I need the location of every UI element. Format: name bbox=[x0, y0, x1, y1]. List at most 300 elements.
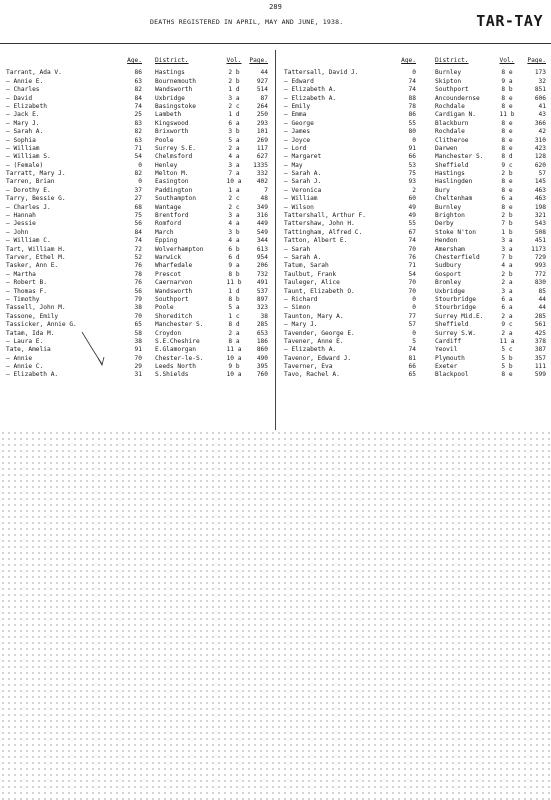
entry-district: Skipton bbox=[435, 77, 462, 85]
entry-page: 321 bbox=[534, 212, 546, 220]
entry-page: 128 bbox=[534, 153, 546, 161]
entry-age: 27 bbox=[134, 195, 142, 203]
entry-age: 0 bbox=[138, 178, 142, 186]
entry-page: 48 bbox=[260, 195, 268, 203]
entry-name: — Richard bbox=[284, 295, 318, 303]
entry-name: Tarver, Ethel M. bbox=[6, 253, 66, 261]
entry-name: — Joyce bbox=[284, 136, 311, 144]
entry-age: 5 bbox=[412, 337, 416, 345]
entry-age: 38 bbox=[134, 304, 142, 312]
entry-name: — Sarah A. bbox=[284, 170, 322, 178]
entry-age: 70 bbox=[134, 312, 142, 320]
entry-vol: 8 e bbox=[501, 128, 513, 136]
entry-name: Tarren, Brian bbox=[6, 178, 55, 186]
entry-page: 490 bbox=[256, 354, 268, 362]
entry-age: 71 bbox=[134, 144, 142, 152]
entry-page: 543 bbox=[534, 220, 546, 228]
entry-vol: 4 a bbox=[228, 220, 240, 228]
entry-vol: 10 a bbox=[226, 354, 242, 362]
entry-name: Tassell, John M. bbox=[6, 304, 66, 312]
entry-name: Tavender, George E. bbox=[284, 329, 355, 337]
entry-age: 55 bbox=[408, 119, 416, 127]
entry-page: 323 bbox=[256, 304, 268, 312]
entry-name: — Annie C. bbox=[6, 363, 44, 371]
entry-page: 993 bbox=[534, 262, 546, 270]
entry-age: 56 bbox=[134, 287, 142, 295]
entry-age: 54 bbox=[134, 153, 142, 161]
entry-district: Cheltenham bbox=[435, 195, 473, 203]
entry-vol: 1 d bbox=[228, 111, 240, 119]
entry-district: Southampton bbox=[155, 195, 196, 203]
entry-vol: 5 a bbox=[228, 136, 240, 144]
entry-name: Tattingham, Alfred C. bbox=[284, 228, 363, 236]
entry-page: 860 bbox=[256, 346, 268, 354]
entry-page: 145 bbox=[534, 178, 546, 186]
entry-district: Plymouth bbox=[435, 354, 465, 362]
entry-page: 85 bbox=[538, 287, 546, 295]
entry-age: 77 bbox=[408, 312, 416, 320]
entry-vol: 3 a bbox=[501, 237, 513, 245]
entry-age: 79 bbox=[134, 295, 142, 303]
entry-name: — Simon bbox=[284, 304, 311, 312]
entry-vol: 6 a bbox=[501, 304, 513, 312]
entry-district: Sheffield bbox=[435, 321, 469, 329]
entry-name: — Robert B. bbox=[6, 279, 47, 287]
entry-page: 606 bbox=[534, 94, 546, 102]
entry-name: — Lord bbox=[284, 144, 307, 152]
entry-district: Poole bbox=[155, 136, 174, 144]
entry-vol: 8 e bbox=[501, 371, 513, 379]
entry-page: 250 bbox=[256, 111, 268, 119]
entry-age: 29 bbox=[134, 363, 142, 371]
entry-vol: 8 d bbox=[228, 321, 240, 329]
entry-age: 78 bbox=[408, 102, 416, 110]
entry-vol: 6 d bbox=[228, 253, 240, 261]
entry-vol: 2 b bbox=[228, 69, 240, 77]
entry-district: Wolverhampton bbox=[155, 245, 204, 253]
entry-page: 316 bbox=[256, 212, 268, 220]
entry-vol: 9 c bbox=[501, 321, 513, 329]
entry-age: 83 bbox=[134, 119, 142, 127]
entry-name: Tattershall, Arthur F. bbox=[284, 212, 366, 220]
entry-page: 357 bbox=[534, 354, 546, 362]
header-district: District. bbox=[435, 57, 469, 64]
entry-vol: 9 c bbox=[501, 161, 513, 169]
entry-district: Sudbury bbox=[435, 262, 462, 270]
entry-district: Burnley bbox=[435, 203, 462, 211]
entry-name: Tassone, Emily bbox=[6, 312, 59, 320]
entry-name: — May bbox=[284, 161, 303, 169]
entry-page: 41 bbox=[538, 102, 546, 110]
entry-vol: 8 e bbox=[501, 94, 513, 102]
entry-age: 86 bbox=[408, 111, 416, 119]
entry-age: 93 bbox=[408, 178, 416, 186]
entry-vol: 8 e bbox=[501, 136, 513, 144]
entry-age: 82 bbox=[134, 86, 142, 94]
entry-name: — Elizabeth A. bbox=[284, 346, 337, 354]
entry-name: — Sarah A. bbox=[6, 128, 44, 136]
entry-age: 70 bbox=[408, 245, 416, 253]
entry-age: 76 bbox=[134, 279, 142, 287]
entry-name: — Elizabeth bbox=[6, 102, 47, 110]
entry-age: 38 bbox=[134, 337, 142, 345]
entry-page: 344 bbox=[256, 237, 268, 245]
entry-name: Tarrant, Ada V. bbox=[6, 69, 62, 77]
header-age: Age. bbox=[401, 57, 416, 64]
entry-district: Stourbridge bbox=[435, 295, 476, 303]
entry-district: Wantage bbox=[155, 203, 182, 211]
entry-name: Taulbut, Frank bbox=[284, 270, 337, 278]
entry-district: Darwen bbox=[435, 144, 458, 152]
entry-age: 2 bbox=[412, 186, 416, 194]
entry-age: 91 bbox=[408, 144, 416, 152]
entry-age: 54 bbox=[408, 270, 416, 278]
entry-vol: 11 b bbox=[499, 111, 515, 119]
entry-district: Caernarvon bbox=[155, 279, 193, 287]
entry-age: 76 bbox=[408, 253, 416, 261]
entry-page: 423 bbox=[534, 144, 546, 152]
entry-name: Tavener, Anne E. bbox=[284, 337, 344, 345]
entry-vol: 11 a bbox=[499, 337, 515, 345]
entry-vol: 8 e bbox=[501, 144, 513, 152]
entry-page: 332 bbox=[256, 170, 268, 178]
entry-page: 425 bbox=[534, 329, 546, 337]
entry-district: Brentford bbox=[155, 212, 189, 220]
entry-page: 561 bbox=[534, 321, 546, 329]
entry-page: 378 bbox=[534, 337, 546, 345]
entry-page: 620 bbox=[534, 161, 546, 169]
entry-vol: 8 e bbox=[501, 102, 513, 110]
entry-name: — Mary J. bbox=[284, 321, 318, 329]
entry-page: 42 bbox=[538, 128, 546, 136]
entry-age: 74 bbox=[408, 77, 416, 85]
entry-district: Manchester S. bbox=[155, 321, 204, 329]
entry-page: 366 bbox=[534, 119, 546, 127]
entry-vol: 1 c bbox=[228, 312, 240, 320]
entry-vol: 8 e bbox=[501, 178, 513, 186]
entry-age: 91 bbox=[134, 346, 142, 354]
entry-district: Chesterfield bbox=[435, 253, 480, 261]
entry-vol: 8 e bbox=[501, 186, 513, 194]
entry-name: — Mary J. bbox=[6, 119, 40, 127]
entry-vol: 3 b bbox=[228, 228, 240, 236]
entry-age: 60 bbox=[408, 195, 416, 203]
entry-age: 74 bbox=[408, 237, 416, 245]
entry-district: Stourbridge bbox=[435, 304, 476, 312]
entry-district: Yeovil bbox=[435, 346, 458, 354]
entry-name: Tatton, Albert E. bbox=[284, 237, 348, 245]
entry-vol: 7 b bbox=[501, 220, 513, 228]
entry-age: 68 bbox=[134, 203, 142, 211]
page-number: 289 bbox=[269, 3, 282, 11]
entry-district: Blackpool bbox=[435, 371, 469, 379]
entry-page: 44 bbox=[260, 69, 268, 77]
entry-district: S.Shields bbox=[155, 371, 189, 379]
entry-name: — Wilson bbox=[284, 203, 314, 211]
entry-district: Romford bbox=[155, 220, 182, 228]
entry-district: Shoreditch bbox=[155, 312, 193, 320]
entry-name: — William S. bbox=[6, 153, 51, 161]
entry-name: Tate, Amelia bbox=[6, 346, 51, 354]
entry-vol: 2 a bbox=[228, 329, 240, 337]
entry-district: Basingstoke bbox=[155, 102, 196, 110]
entry-age: 74 bbox=[134, 237, 142, 245]
entry-age: 55 bbox=[408, 220, 416, 228]
entry-name: Tarratt, Mary J. bbox=[6, 170, 66, 178]
entry-page: 897 bbox=[256, 295, 268, 303]
entry-name: Taverner, Eva bbox=[284, 363, 333, 371]
entry-name: — Sarah J. bbox=[284, 178, 322, 186]
entry-age: 72 bbox=[134, 245, 142, 253]
entry-vol: 11 a bbox=[226, 346, 242, 354]
entry-age: 63 bbox=[134, 77, 142, 85]
entry-vol: 3 b bbox=[228, 128, 240, 136]
entry-name: Tavo, Rachel A. bbox=[284, 371, 340, 379]
entry-page: 264 bbox=[256, 102, 268, 110]
entry-name: Tassicker, Annie G. bbox=[6, 321, 77, 329]
entry-district: Exeter bbox=[435, 363, 458, 371]
entry-vol: 8 b bbox=[501, 86, 513, 94]
entry-district: Paddington bbox=[155, 186, 193, 194]
entry-page: 7 bbox=[264, 186, 268, 194]
entry-page: 449 bbox=[256, 220, 268, 228]
entry-age: 49 bbox=[408, 212, 416, 220]
entry-name: — Jessie bbox=[6, 220, 36, 228]
entry-age: 53 bbox=[408, 161, 416, 169]
entry-district: Southport bbox=[155, 295, 189, 303]
entry-vol: 2 b bbox=[228, 77, 240, 85]
entry-district: Manchester S. bbox=[435, 153, 484, 161]
index-range: TAR-TAY bbox=[476, 12, 543, 30]
entry-age: 70 bbox=[134, 354, 142, 362]
entry-district: Blackburn bbox=[435, 119, 469, 127]
entry-vol: 6 a bbox=[501, 295, 513, 303]
entry-name: — George bbox=[284, 119, 314, 127]
entry-name: — Veronica bbox=[284, 186, 322, 194]
entry-name: Tart, William H. bbox=[6, 245, 66, 253]
entry-page: 32 bbox=[538, 77, 546, 85]
entry-age: 74 bbox=[408, 346, 416, 354]
entry-name: — James bbox=[284, 128, 311, 136]
entry-page: 549 bbox=[256, 228, 268, 236]
entry-name: — (Female) bbox=[6, 161, 44, 169]
entry-age: 66 bbox=[408, 363, 416, 371]
entry-district: E.Glamorgan bbox=[155, 346, 196, 354]
entry-page: 402 bbox=[256, 178, 268, 186]
entry-page: 43 bbox=[538, 111, 546, 119]
entry-vol: 2 b bbox=[501, 270, 513, 278]
entry-name: — Sarah A. bbox=[284, 253, 322, 261]
entry-name: — Elizabeth A. bbox=[6, 371, 59, 379]
entry-age: 75 bbox=[408, 170, 416, 178]
entry-age: 88 bbox=[408, 94, 416, 102]
entry-page: 117 bbox=[256, 144, 268, 152]
entry-district: Bournemouth bbox=[155, 77, 196, 85]
entry-district: Hendon bbox=[435, 237, 458, 245]
entry-page: 44 bbox=[538, 295, 546, 303]
entry-district: Chelmsford bbox=[155, 153, 193, 161]
entry-age: 66 bbox=[408, 153, 416, 161]
entry-district: Wharfedale bbox=[155, 262, 193, 270]
entry-name: Tattersall, David J. bbox=[284, 69, 359, 77]
entry-vol: 3 a bbox=[228, 212, 240, 220]
entry-vol: 10 a bbox=[226, 178, 242, 186]
entry-name: Tarry, Bessie G. bbox=[6, 195, 66, 203]
entry-district: Rochdale bbox=[435, 102, 465, 110]
entry-age: 75 bbox=[134, 212, 142, 220]
entry-name: Tavenor, Edward J. bbox=[284, 354, 352, 362]
entry-vol: 2 b bbox=[501, 170, 513, 178]
entry-district: Epping bbox=[155, 237, 178, 245]
entry-age: 56 bbox=[134, 220, 142, 228]
entry-age: 0 bbox=[412, 69, 416, 77]
entry-page: 1173 bbox=[531, 245, 546, 253]
entry-age: 49 bbox=[408, 203, 416, 211]
entry-name: — Thomas F. bbox=[6, 287, 47, 295]
entry-vol: 8 b bbox=[228, 270, 240, 278]
entry-vol: 10 a bbox=[226, 371, 242, 379]
entry-district: Clitheroe bbox=[435, 136, 469, 144]
entry-age: 25 bbox=[134, 111, 142, 119]
header-page: Page. bbox=[249, 57, 268, 64]
entry-age: 70 bbox=[408, 287, 416, 295]
entry-page: 395 bbox=[256, 363, 268, 371]
blank-dotted-area bbox=[0, 430, 551, 800]
entry-name: — Charles bbox=[6, 86, 40, 94]
entry-page: 627 bbox=[256, 153, 268, 161]
entry-district: Cardiff bbox=[435, 337, 462, 345]
entry-name: — Annie E. bbox=[6, 77, 44, 85]
entry-page: 87 bbox=[260, 94, 268, 102]
entry-page: 491 bbox=[256, 279, 268, 287]
entry-page: 772 bbox=[534, 270, 546, 278]
entry-district: Hastings bbox=[155, 69, 185, 77]
entry-vol: 6 a bbox=[501, 195, 513, 203]
entry-page: 463 bbox=[534, 195, 546, 203]
entry-name: — Margaret bbox=[284, 153, 322, 161]
entry-page: 732 bbox=[256, 270, 268, 278]
entry-district: Croydon bbox=[155, 329, 182, 337]
entry-name: — William C. bbox=[6, 237, 51, 245]
entry-vol: 5 c bbox=[501, 346, 513, 354]
entry-district: Kingswood bbox=[155, 119, 189, 127]
entry-vol: 2 a bbox=[228, 144, 240, 152]
entry-district: Cardigan N. bbox=[435, 111, 476, 119]
entry-page: 954 bbox=[256, 253, 268, 261]
entry-page: 186 bbox=[256, 337, 268, 345]
entry-vol: 2 b bbox=[501, 212, 513, 220]
entry-name: — Martha bbox=[6, 270, 36, 278]
entry-district: Surrey S.E. bbox=[155, 144, 196, 152]
entry-vol: 1 b bbox=[501, 228, 513, 236]
header-age: Age. bbox=[127, 57, 142, 64]
entry-age: 71 bbox=[408, 262, 416, 270]
entry-age: 86 bbox=[134, 69, 142, 77]
entry-district: Henley bbox=[155, 161, 178, 169]
entry-district: Brighton bbox=[435, 212, 465, 220]
entry-vol: 8 e bbox=[501, 203, 513, 211]
entry-page: 927 bbox=[256, 77, 268, 85]
entry-age: 78 bbox=[134, 270, 142, 278]
entry-district: Prescot bbox=[155, 270, 182, 278]
entry-age: 76 bbox=[134, 262, 142, 270]
page-title: DEATHS REGISTERED IN APRIL, MAY AND JUNE, 1938. bbox=[150, 18, 344, 26]
entry-age: 58 bbox=[134, 329, 142, 337]
entry-district: Bromley bbox=[435, 279, 462, 287]
entry-vol: 11 b bbox=[226, 279, 242, 287]
entry-page: 57 bbox=[538, 170, 546, 178]
entry-age: 82 bbox=[134, 128, 142, 136]
entry-district: Southport bbox=[435, 86, 469, 94]
entry-vol: 4 a bbox=[228, 237, 240, 245]
entry-age: 37 bbox=[134, 186, 142, 194]
entry-name: — William bbox=[6, 144, 40, 152]
entry-district: Melton M. bbox=[155, 170, 189, 178]
entry-age: 52 bbox=[134, 253, 142, 261]
entry-page: 111 bbox=[534, 363, 546, 371]
entry-district: Bury bbox=[435, 186, 450, 194]
entry-vol: 3 a bbox=[228, 161, 240, 169]
entry-page: 599 bbox=[534, 371, 546, 379]
entry-vol: 5 b bbox=[501, 354, 513, 362]
entry-page: 101 bbox=[256, 128, 268, 136]
entry-name: — Sarah bbox=[284, 245, 311, 253]
entry-name: Tatum, Sarah bbox=[284, 262, 329, 270]
entry-vol: 2 c bbox=[228, 102, 240, 110]
entry-page: 729 bbox=[534, 253, 546, 261]
entry-vol: 2 a bbox=[501, 312, 513, 320]
entry-district: Leeds North bbox=[155, 363, 196, 371]
entry-vol: 3 a bbox=[228, 94, 240, 102]
entry-age: 0 bbox=[138, 161, 142, 169]
entry-district: Warwick bbox=[155, 253, 182, 261]
entry-age: 65 bbox=[134, 321, 142, 329]
entry-name: — Jack E. bbox=[6, 111, 40, 119]
entry-vol: 9 a bbox=[228, 262, 240, 270]
entry-district: Amersham bbox=[435, 245, 465, 253]
entry-page: 349 bbox=[256, 203, 268, 211]
entry-name: — Dorothy E. bbox=[6, 186, 51, 194]
entry-vol: 1 d bbox=[228, 86, 240, 94]
entry-name: — Edward bbox=[284, 77, 314, 85]
header-vol: Vol. bbox=[226, 57, 242, 64]
entry-vol: 4 a bbox=[501, 262, 513, 270]
entry-district: Sheffield bbox=[435, 161, 469, 169]
entry-vol: 6 b bbox=[228, 245, 240, 253]
entry-age: 84 bbox=[134, 94, 142, 102]
entry-age: 0 bbox=[412, 304, 416, 312]
entry-vol: 1 d bbox=[228, 287, 240, 295]
entry-age: 81 bbox=[408, 354, 416, 362]
entry-vol: 5 a bbox=[228, 304, 240, 312]
entry-page: 285 bbox=[534, 312, 546, 320]
header-vol: Vol. bbox=[499, 57, 515, 64]
entry-page: 514 bbox=[256, 86, 268, 94]
entry-name: — Sophia bbox=[6, 136, 36, 144]
entry-page: 206 bbox=[256, 262, 268, 270]
entry-page: 451 bbox=[534, 237, 546, 245]
entry-vol: 8 b bbox=[228, 295, 240, 303]
entry-page: 851 bbox=[534, 86, 546, 94]
entry-vol: 2 c bbox=[228, 195, 240, 203]
entry-vol: 2 a bbox=[501, 329, 513, 337]
entry-page: 760 bbox=[256, 371, 268, 379]
entry-district: Rochdale bbox=[435, 128, 465, 136]
entry-name: — William bbox=[284, 195, 318, 203]
entry-district: Derby bbox=[435, 220, 454, 228]
entry-district: Wandsworth bbox=[155, 86, 193, 94]
entry-age: 0 bbox=[412, 295, 416, 303]
